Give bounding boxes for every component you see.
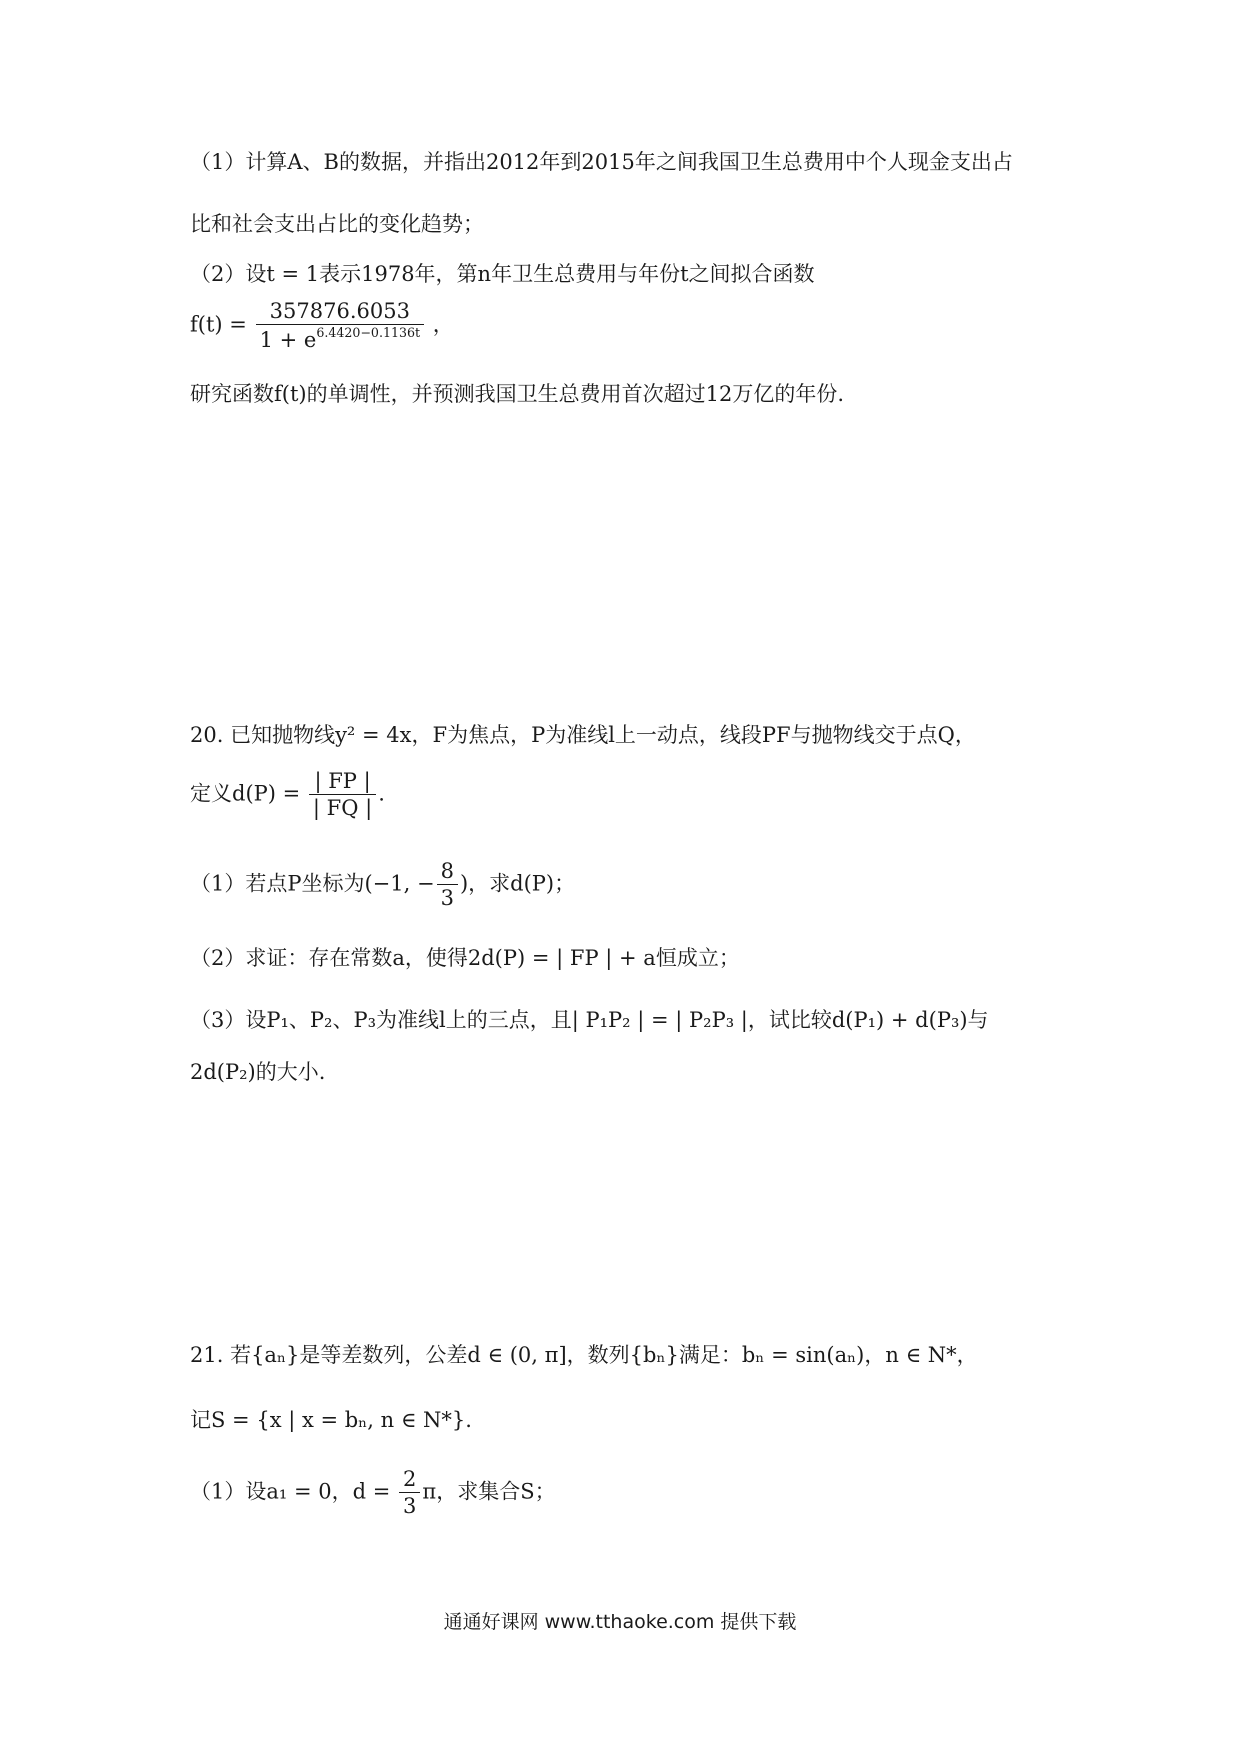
formula-fraction bbox=[256, 298, 425, 354]
q19-formula bbox=[190, 298, 454, 354]
formula-lhs: f(t) = bbox=[190, 312, 247, 337]
q20-part3-line1: （3）设P₁、P₂、P₃为准线l上的三点，且| P₁P₂ | = | P₂P₃ |，试比较d(P₁) + d(P₃)与 bbox=[190, 1008, 989, 1032]
q21-stem-line1: 21. 若{aₙ}是等差数列，公差d ∈ (0, π]，数列{bₙ}满足：bₙ = sin(aₙ)，n ∈ N*， bbox=[190, 1343, 978, 1367]
q21-stem-line2: 记S = {x | x = bₙ, n ∈ N*}. bbox=[190, 1408, 472, 1432]
formula-tail: ， bbox=[432, 312, 454, 337]
q21-part1-fraction: $\frac{2}{3}$ bbox=[399, 1466, 420, 1520]
q20-part1: （1）若点P坐标为(−1, − $\frac{8}{3}$ )，求d(P)； bbox=[190, 859, 576, 911]
q20-stem-line2: 定义d(P) = $\frac{| FP |}{| FQ |}$ . bbox=[190, 769, 385, 821]
q21-part1: （1）设a₁ = 0，d = $\frac{2}{3}$ π，求集合S； bbox=[190, 1467, 556, 1519]
q20-part1-fraction: $\frac{8}{3}$ bbox=[437, 858, 458, 912]
q20-stem-line1: 20. 已知抛物线y² = 4x，F为焦点，P为准线l上一动点，线段PF与抛物线交于点Q， bbox=[190, 723, 976, 747]
q19-part2-line3: 研究函数f(t)的单调性，并预测我国卫生总费用首次超过12万亿的年份. bbox=[190, 382, 844, 406]
formula-numerator: 357876.6053 bbox=[256, 298, 425, 325]
q19-part2-line1: （2）设t = 1表示1978年，第n年卫生总费用与年份t之间拟合函数 bbox=[190, 262, 815, 286]
formula-denominator: $1 + e^{6.4420-0.1136t}$ bbox=[259, 325, 421, 353]
page-footer: 通通好课网 www.tthaoke.com 提供下载 bbox=[443, 1611, 797, 1633]
q20-part3-line2: 2d(P₂)的大小. bbox=[190, 1060, 326, 1084]
formula-exponent: 6.4420−0.1136t bbox=[316, 325, 421, 341]
q20-part2: （2）求证：存在常数a，使得2d(P) = | FP | + a恒成立； bbox=[190, 946, 740, 970]
q19-part1-line1: （1）计算A、B的数据，并指出2012年到2015年之间我国卫生总费用中个人现金支出占 bbox=[190, 150, 1013, 174]
q19-part1-line2: 比和社会支出占比的变化趋势； bbox=[190, 212, 484, 236]
q20-definition-fraction: $\frac{| FP |}{| FQ |}$ bbox=[309, 768, 376, 822]
